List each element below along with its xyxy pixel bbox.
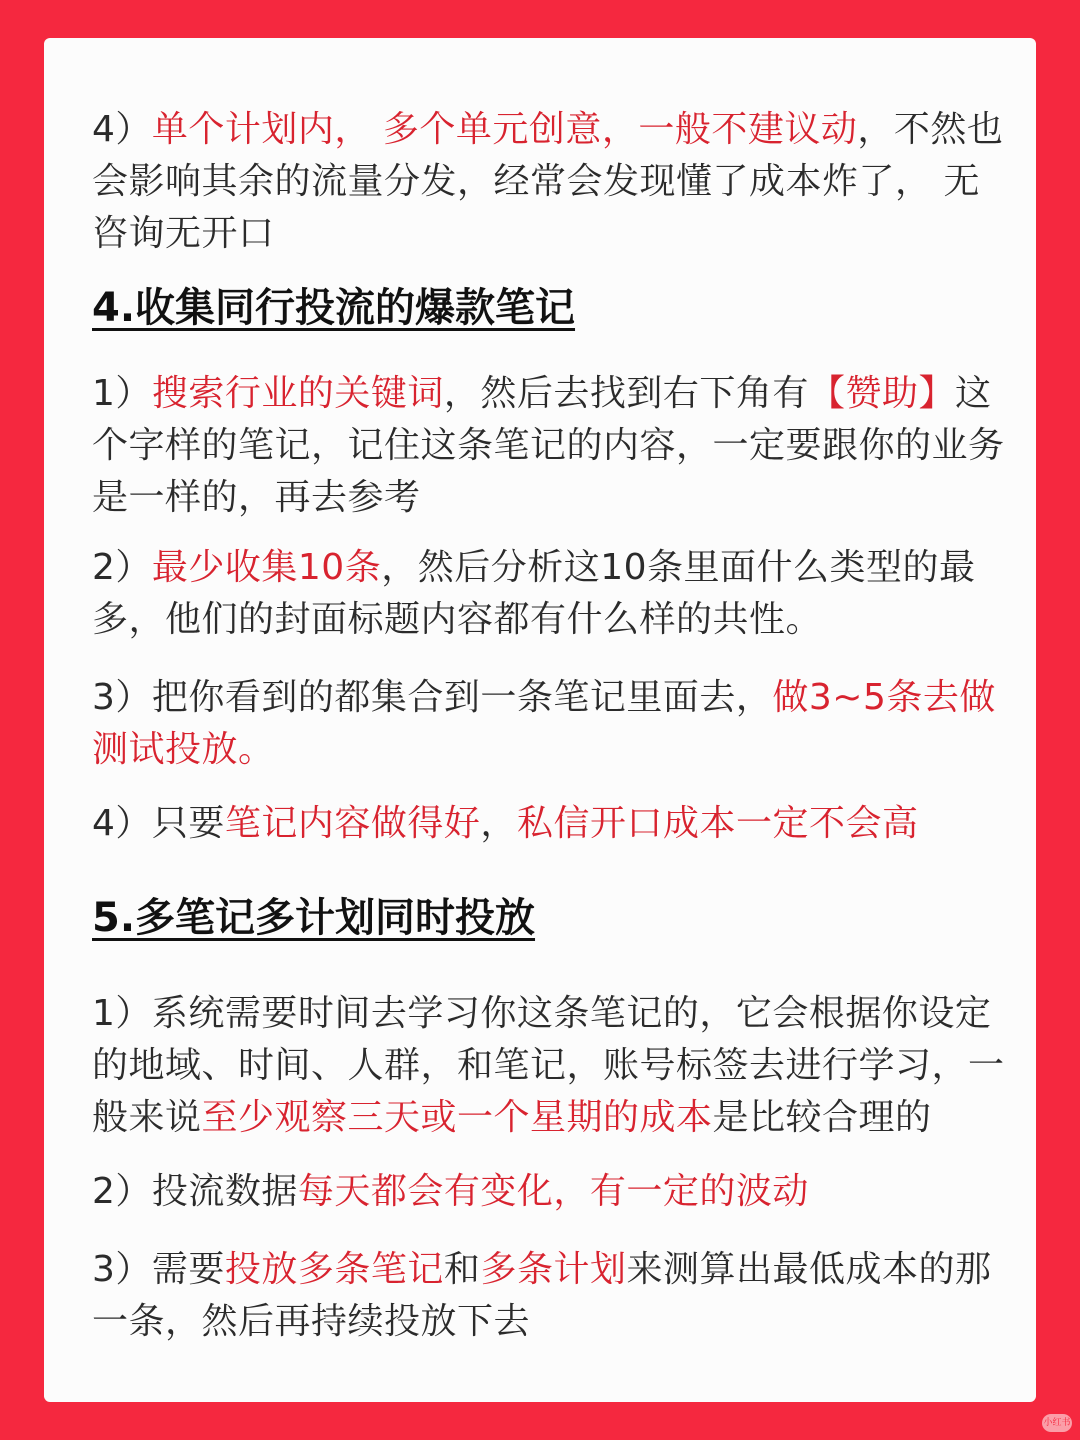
watermark-logo: 小红书 [1042,1414,1072,1432]
tip-highlight: 至少观察三天或一个星期的成本 [201,1097,713,1138]
tip-text: 这个字样的笔记，记住这条笔记的内容，一定要跟你的业务是一样的，再去参考 [92,373,1005,518]
tip-text: ，不然也会影响其余的流量分发，经常会发现懂了成本炸了， 无咨询无开口 [92,109,1004,254]
tip-data-fluctuation [92,1166,1012,1218]
tip-test-launch [92,672,1012,776]
tip-highlight: 多条计划 [480,1249,627,1290]
tip-prefix: 4） [92,109,152,150]
tip-text: 是比较合理的 [712,1097,932,1138]
tip-system-learning [92,988,1012,1144]
tip-highlight: 搜索行业的关键词 [151,373,444,414]
tip-search-keywords [92,368,1012,524]
tip-prefix: 2） [92,547,152,588]
tip-text: 3）需要 [92,1249,225,1290]
tip-highlight: 笔记内容做得好 [224,803,481,844]
tip-highlight: 每天都会有变化，有一定的波动 [297,1171,809,1212]
tip-highlight: 投放多条笔记 [224,1249,444,1290]
tip-text: 和 [443,1249,481,1290]
tip-highlight: 做3~5条去做测试投放。 [92,677,996,770]
tip-multi-plan [92,1244,1012,1348]
tip-text: 3）把你看到的都集合到一条笔记里面去， [92,677,773,718]
tip-collect-ten [92,542,1012,646]
tip-prefix: 1） [92,373,152,414]
tip-text: 2）投流数据 [92,1171,298,1212]
tip-text: 来测算出最低成本的那一条，然后再持续投放下去 [92,1249,992,1342]
tip-text: ， [480,803,517,844]
tip-text: 4）只要 [92,803,225,844]
section-5-heading: 5.多笔记多计划同时投放 [92,895,536,941]
tip-text: ，然后去找到右下角有 [443,373,809,414]
tip-highlight: 最少收集10条 [151,547,382,588]
section-4-heading: 4.收集同行投流的爆款笔记 [92,285,576,331]
tip-good-content [92,798,1012,850]
content-card [44,38,1036,1402]
tip-text: 1）系统需要时间去学习你这条笔记的，它会根据你设定的地域、时间、人群，和笔记，账号标签去进行学习，一般来说 [92,993,1005,1138]
tip-highlight-sponsor: 【赞助】 [808,373,955,414]
tip-highlight: 单个计划内， 多个单元创意，一般不建议动 [151,109,858,150]
tip-highlight: 私信开口成本一定不会高 [516,803,919,844]
tip-text: ，然后分析这10条里面什么类型的最多，他们的封面标题内容都有什么样的共性。 [92,547,976,640]
tip-single-plan [92,104,1012,260]
